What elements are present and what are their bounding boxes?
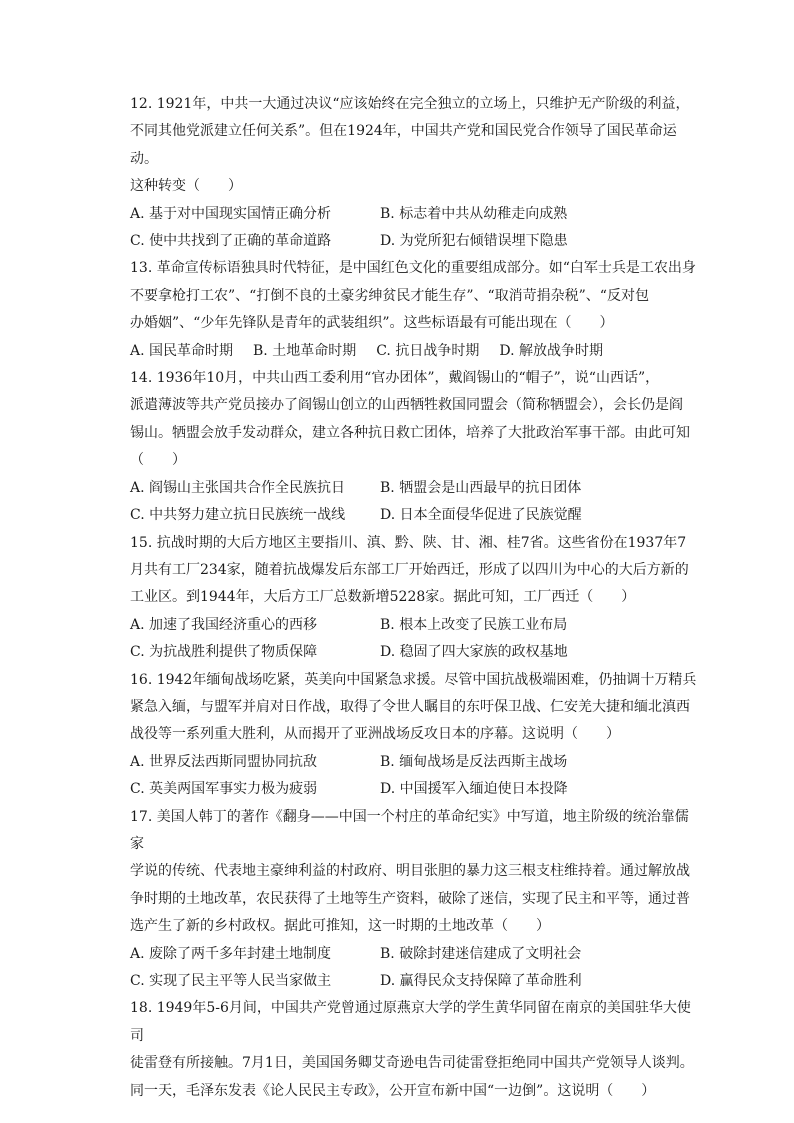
option-a: A. 废除了两千多年封建土地制度 xyxy=(130,945,332,962)
option-c: C. 抗日战争时期 xyxy=(376,342,480,359)
question-stem: 12. 1921年，中共一大通过决议“应该始终在完全独立的立场上，只维护无产阶级的利益， 不同其他党派建立任何关系”。但在1924年，中国共产党和国民党合作领导了国民革命运动。 这种转变（ ） xyxy=(130,96,690,195)
option-b: B. 缅甸战场是反法西斯主战场 xyxy=(380,753,568,770)
question-stem: 13. 革命宣传标语独具时代特征，是中国红色文化的重要组成部分。如“白军士兵是工农出身 不要拿枪打工农”、“打倒不良的土豪劣绅贫民才能生存”、“取消苛捐杂税”、“反对包 办婚姻”、“少年先锋队是青年的武装组织”。这些标语最有可能出现在（ ） xyxy=(130,260,696,332)
option-b: B. 土地革命时期 xyxy=(253,342,357,359)
question-18 xyxy=(130,995,700,1105)
option-d: D. 为党所犯右倾错误埋下隐患 xyxy=(380,233,568,250)
option-b: B. 破除封建迷信建成了文明社会 xyxy=(380,945,582,962)
option-b: B. 标志着中共从幼稚走向成熟 xyxy=(380,205,568,222)
question-15 xyxy=(130,530,700,667)
question-stem: 15. 抗战时期的大后方地区主要指川、滇、黔、陕、甘、湘、桂7省。这些省份在1937年7 月共有工厂234家，随着抗战爆发后东部工厂开始西迁，形成了以四川为中心的大后方新的 工业区。到1944年，大后方工厂总数新增5228家。据此可知，工厂西迁（ ） xyxy=(130,534,689,606)
question-13 xyxy=(130,255,700,365)
question-12 xyxy=(130,91,700,255)
option-group xyxy=(130,475,700,530)
question-17 xyxy=(130,804,700,996)
question-14 xyxy=(130,365,700,529)
option-a: A. 加速了我国经济重心的西移 xyxy=(130,616,318,633)
option-c: C. 实现了民主平等人民当家做主 xyxy=(130,973,332,989)
question-stem: 17. 美国人韩丁的著作《翻身——中国一个村庄的革命纪实》中写道，地主阶级的统治靠儒家 学说的传统、代表地主豪绅利益的村政府、明目张胆的暴力这三根支柱维持着。通过解放战 争时期的土地改革，农民获得了土地等生产资料，破除了迷信，实现了民主和平等，通过普 选产生了新的乡村政权。据此可推知，这一时期的土地改革（ ） xyxy=(130,808,690,935)
question-list xyxy=(130,91,700,1105)
option-group xyxy=(130,338,700,365)
option-c: C. 中共努力建立抗日民族统一战线 xyxy=(130,507,346,524)
option-c: C. 使中共找到了正确的革命道路 xyxy=(130,233,332,250)
option-group xyxy=(130,941,700,996)
question-stem: 16. 1942年缅甸战场吃紧，英美向中国紧急求援。尽管中国抗战极端困难，仍抽调十万精兵 紧急入缅，与盟军并肩对日作战，取得了令世人瞩目的东吁保卫战、仁安羌大捷和缅北滇西 战役等一系列重大胜利，从而揭开了亚洲战场反攻日本的序幕。这说明（ ） xyxy=(130,671,697,743)
option-group xyxy=(130,612,700,667)
option-d: D. 解放战争时期 xyxy=(499,342,603,359)
option-a: A. 世界反法西斯同盟协同抗敌 xyxy=(130,753,318,770)
option-a: A. 国民革命时期 xyxy=(130,342,234,359)
option-d: D. 日本全面侵华促进了民族觉醒 xyxy=(380,507,582,524)
option-group xyxy=(130,201,700,256)
option-group xyxy=(130,749,700,804)
option-b: B. 根本上改变了民族工业布局 xyxy=(380,616,568,633)
option-a: A. 阎锡山主张国共合作全民族抗日 xyxy=(130,479,346,496)
option-c: C. 英美两国军事实力极为疲弱 xyxy=(130,781,318,798)
option-c: C. 为抗战胜利提供了物质保障 xyxy=(130,644,318,661)
option-d: D. 稳固了四大家族的政权基地 xyxy=(380,644,568,661)
option-b: B. 牺盟会是山西最早的抗日团体 xyxy=(380,479,582,496)
question-stem: 18. 1949年5-6月间，中国共产党曾通过原燕京大学的学生黄华同留在南京的美国驻华大使司 徒雷登有所接触。7月1日，美国国务卿艾奇逊电告司徒雷登拒绝同中国共产党领导人谈判。 同一天，毛泽东发表《论人民民主专政》，公开宣布新中国“一边倒”。这说明（ ） xyxy=(130,1000,694,1099)
option-d: D. 赢得民众支持保障了革命胜利 xyxy=(380,973,582,989)
question-16 xyxy=(130,667,700,804)
option-d: D. 中国援军入缅迫使日本投降 xyxy=(380,781,568,798)
option-a: A. 基于对中国现实国情正确分析 xyxy=(130,205,332,222)
question-stem: 14. 1936年10月，中共山西工委利用“官办团体”，戴阎锡山的“帽子”，说“山西话”， 派遣薄波等共产党员接办了阎锡山创立的山西牺牲救国同盟会（简称牺盟会），会长仍是阎 锡山。牺盟会放手发动群众，建立各种抗日救亡团体，培养了大批政治军事干部。由此可知 （ ） xyxy=(130,370,690,469)
